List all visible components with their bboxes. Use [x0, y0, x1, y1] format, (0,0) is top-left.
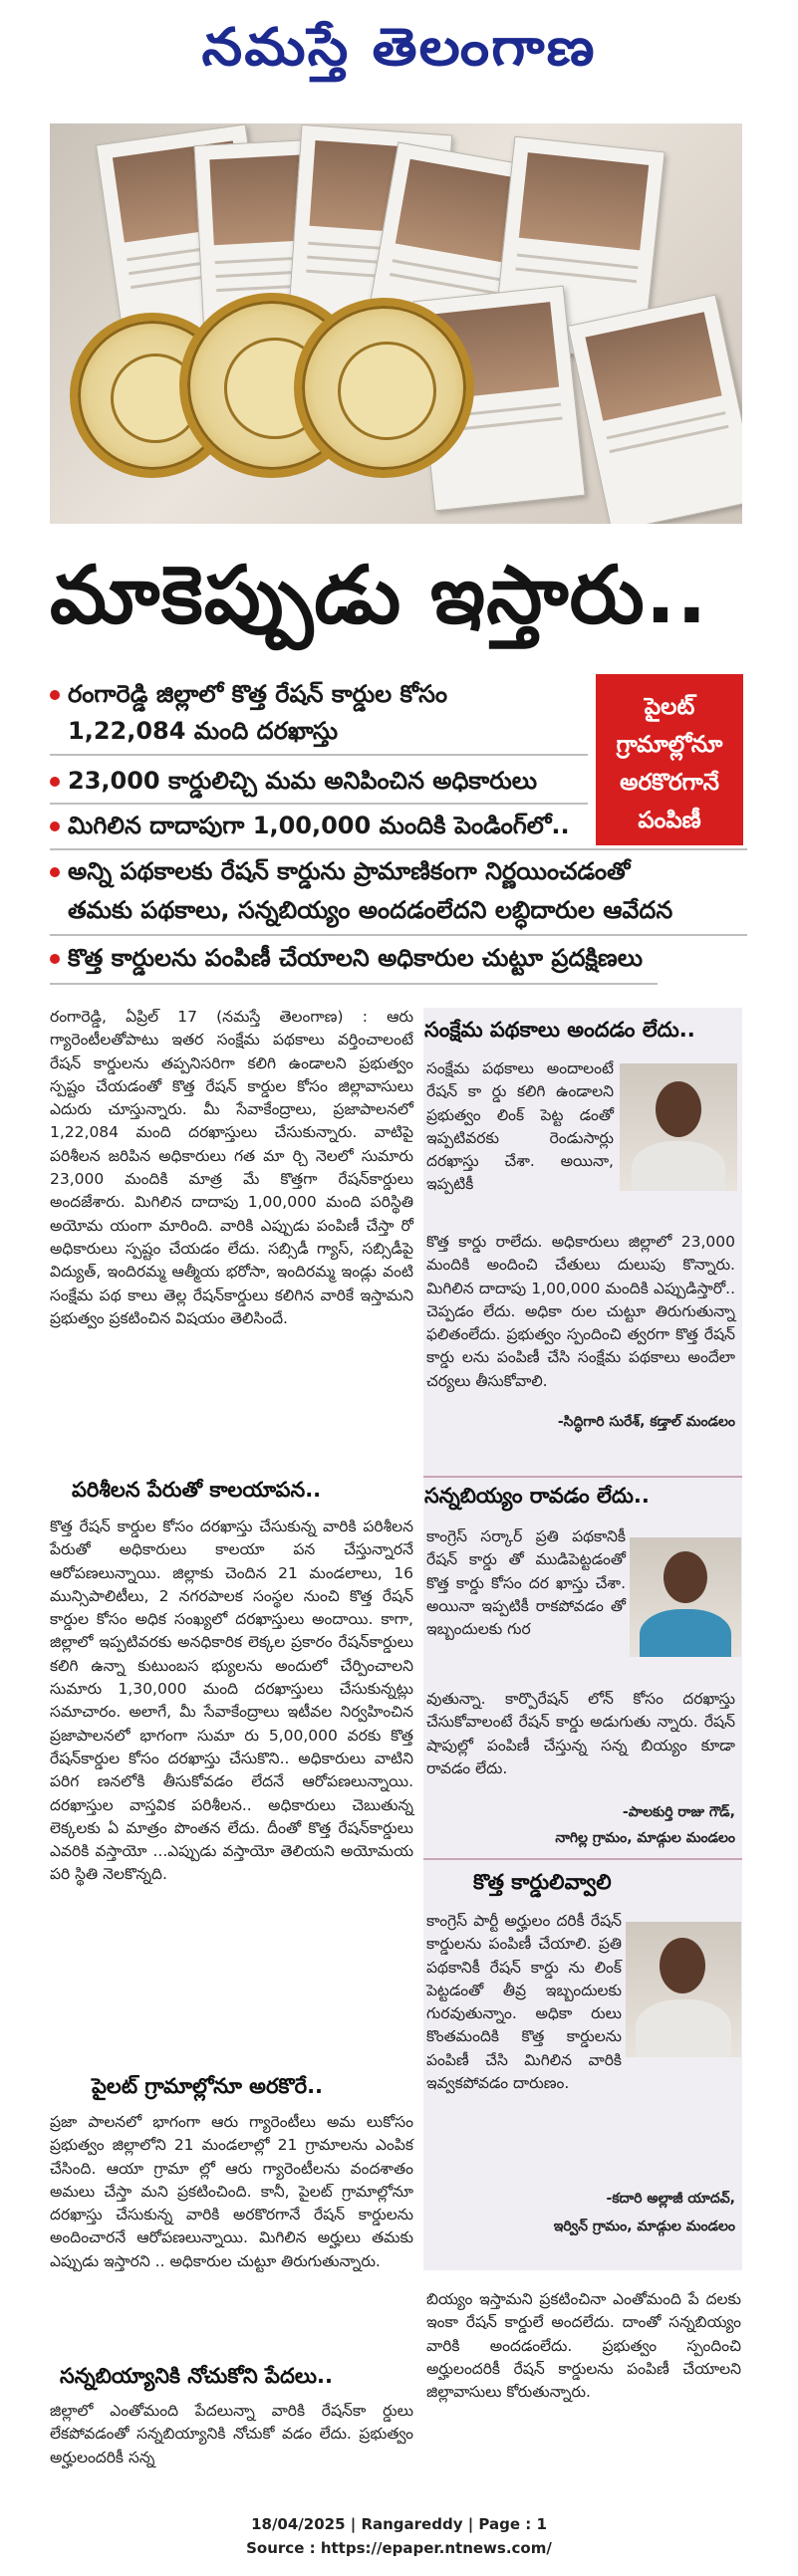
quote-signature: -కదారి అల్లాజీ యాదవ్,: [606, 2191, 735, 2207]
source-line: Source : https://epaper.ntnews.com/: [246, 2539, 552, 2557]
person-photo: [630, 1537, 741, 1657]
pilot-box-line: అరకొరగానే: [620, 770, 719, 796]
bullet-dot-icon: [50, 777, 60, 787]
article-paragraph: ప్రజా పాలనలో భాగంగా ఆరు గ్యారెంటీలు అమ లుకోసం ప్రభుత్వం జిల్లాలోని 21 మండలాల్లో 21 గ్రామాలను ఎంపిక చేసింది. ఆయా గ్రామా ల్లో ఆరు గ్యారెంటీలను వందశాతం అమలు చేస్తా మని ప్రకటించింది. కానీ, పైలట్ గ్రామాల్లోనూ దరఖాస్తు చేసుకున్న వారికి అరకొరగానే రేషన్ కార్డులను అందించారనే ఆరోపణలున్నాయి. మిగిలిన అర్హులు తమకు ఎప్పుడు ఇస్తారని .. అధికారుల చుట్టూ తిరుగుతున్నారు.: [50, 2113, 413, 2270]
bullet-item: మిగిలిన దాదాపుగా 1,00,000 మందికి పెండింగ్‌లో..: [50, 809, 570, 842]
sidebar-box-text: కాంగ్రెస్ పార్టీ అర్హులం దరికీ రేషన్ కార్డులను పంపిణీ చేయాలి. ప్రతి పథకానికీ రేషన్ కార్డు ను లింక్ పెట్టడంతో తీవ్ర ఇబ్బందులకు గురవుతున్నాం. అధికా రులు కొంతమందికి కొత్త కార్డులను పంపిణీ చేసి మిగిలిన వారికి ఇవ్వకపోవడం దారుణం.: [426, 1912, 622, 2093]
article-paragraph: రంగారెడ్డి, ఏప్రిల్ 17 (నమస్తే తెలంగాణ) : ఆరు గ్యారెంటీలతోపాటు ఇతర సంక్షేమ పథకాలు వర్తించాలంటే రేషన్ కార్డులను తప్పనిసరిగా కలిగి ఉండాలని ప్రభుత్వం స్పష్టం చేయడంతో కొత్త రేషన్ కార్డుల కోసం జిల్లావాసులు ఎదురు చూస్తున్నారు. మీ సేవాకేంద్రాలు, ప్రజాపాలనలో 1,22,084 మంది దరఖాస్తులు చేసుకున్నారు. వాటిపై పరిశీలన జరిపిన అధికారులు గత మా ర్చి నెలలో సుమారు 23,000 మందికి మాత్ర మే కొత్తగా రేషన్‌కార్డులు అందజేశారు. మిగిలిన దాదాపు 1,00,000 మంది పరిస్థితి అయోమ యంగా మారింది. వారికి ఎప్పుడు పంపిణీ చేస్తా రో అధికారులు స్పష్టం చేయడం లేదు. సబ్సిడీ గ్యాస్, సబ్సిడీపై విద్యుత్, ఇందిరమ్మ ఆత్మీయ భరోసా, ఇందిరమ్మ ఇండ్లు వంటి సంక్షేమ పథ కాలు తెల్ల రేషన్‌కార్డులు కలిగిన వారికే ఇస్తామని ప్రభుత్వం ప్రకటించిన విషయం తెలిసిందే.: [50, 1008, 413, 1327]
sidebar-box-text: సంక్షేమ పథకాలు అందాలంటే రేషన్ కా ర్డు కలిగి ఉండాలని ప్రభుత్వం లింక్ పెట్ట డంతో ఇప్పటివరకు రెండుసార్లు దరఖాస్తు చేశా. అయినా, ఇప్పటికీ: [426, 1059, 614, 1194]
pilot-villages-box: [596, 674, 743, 845]
bullet-dot-icon: [50, 690, 60, 700]
government-seal-icon: [294, 298, 474, 478]
bullet-item: రంగారెడ్డి జిల్లాలో కొత్త రేషన్ కార్డుల కోసం: [50, 677, 447, 711]
ration-card-image: [568, 295, 742, 524]
sidebar-box-text: కాంగ్రెస్ సర్కార్ ప్రతి పథకానికీ రేషన్ కార్డు తో ముడిపెట్టడంతో కొత్త కార్డు కోసం దర ఖాస్తు చేశా. అయినా ఇప్పటికీ రాకపోవడం తో ఇబ్బందులకు గుర: [426, 1527, 626, 1639]
newspaper-logo: నమస్తే తెలంగాణ: [201, 16, 597, 78]
sidebar-box-title: కొత్త కార్డులివ్వాలి: [473, 1870, 612, 1894]
divider: [50, 848, 747, 850]
divider: [423, 1858, 742, 1860]
article-paragraph: కొత్త రేషన్ కార్డుల కోసం దరఖాస్తు చేసుకున్న వారికి పరిశీలన పేరుతో అధికారులు కాలయా పన చేస్తున్నారనే ఆరోపణలున్నాయి. జిల్లాకు చెందిన 21 మండలాలు, 16 మున్సిపాలిటీలు, 2 నగరపాలక సంస్థల నుంచి కొత్త రేషన్ కార్డుల కోసం అధిక సంఖ్యలో దరఖాస్తులు అందాయి. కాగా, జిల్లాలో ఇప్పటివరకు అనధికారిక లెక్కల ప్రకారం రేషన్‌కార్డులు కలిగి ఉన్నా కుటుంబస భ్యులను అందులో చేర్పించాలని సుమారు 1,30,000 మంది దరఖాస్తులు చేసుకున్నట్లు సమాచారం. అలాగే, మీ సేవాకేంద్రాలు ఇటీవల నిర్వహించిన ప్రజాపాలనలో భాగంగా సుమా రు 5,00,000 వరకు కొత్త రేషన్‌కార్డుల కోసం దరఖాస్తు చేసుకొని.. అధికారులు వాటిని పరిగ ణనలోకి తీసుకోవడం లేదనే ఆరోపణలున్నాయి. దరఖాస్తుల వాస్తవిక పరిశీలన.. అధికారులు చెబుతున్న లెక్కలకు ఏ మాత్రం పొంతన లేదు. దీంతో కొత్త రేషన్‌కార్డులు ఎవరికి వస్తాయో ...ఎప్పుడు వస్తాయో తెలియని అయోమయ పరి స్థితి నెలకొన్నది.: [50, 1518, 413, 1884]
pilot-box-line: గ్రామాల్లోనూ: [616, 732, 723, 758]
bullet-dot-icon: [50, 821, 60, 831]
quote-place: ఇర్విన్ గ్రామం, మాడ్గుల మండలం: [553, 2219, 735, 2234]
article-subheading: పైలట్ గ్రామాల్లోనూ అరకొరే..: [92, 2074, 324, 2098]
bullet-item: తమకు పథకాలు, సన్నబియ్యం అందడంలేదని లబ్ధిదారుల ఆవేదన: [68, 896, 673, 924]
page-info: 18/04/2025 | Rangareddy | Page : 1: [251, 2515, 547, 2533]
divider: [50, 754, 588, 756]
article-subheading: పరిశీలన పేరుతో కాలయాపన..: [72, 1478, 322, 1502]
bullet-item: అన్ని పథకాలకు రేషన్ కార్డును ప్రామాణికంగా నిర్ణయించడంతో: [50, 854, 630, 888]
article-paragraph: బియ్యం ఇస్తామని ప్రకటించినా ఎంతోమంది పే దలకు ఇంకా రేషన్ కార్డులే అందలేదు. దాంతో సన్నబియ్యం వారికి అందడంలేదు. ప్రభుత్వం స్పందించి అర్హులందరికీ రేషన్ కార్డులను పంపిణీ చేయాలని జిల్లావాసులు కోరుతున్నారు.: [426, 2290, 741, 2402]
divider: [50, 983, 658, 985]
bullet-item: 1,22,084 మంది దరఖాస్తు: [68, 717, 339, 745]
pilot-box-line: పైలట్: [644, 694, 695, 720]
sidebar-box-text: వుతున్నా. కార్పొరేషన్ లోన్ కోసం దరఖాస్తు చేసుకోవాలంటే రేషన్ కార్డు అడుగుతు న్నారు. రేషన్ షాపుల్లో పంపిణీ చేస్తున్న సన్న బియ్యం కూడా రావడం లేదు.: [426, 1690, 735, 1777]
sidebar-box-title: సంక్షేమ పథకాలు అందడం లేదు..: [424, 1018, 695, 1042]
pilot-box-line: పంపిణీ: [638, 808, 701, 833]
bullet-dot-icon: [50, 954, 60, 964]
quote-place: నాగిల్ల గ్రామం, మాడ్గుల మండలం: [555, 1830, 735, 1846]
masthead: [0, 0, 798, 117]
ration-cards-photo: [50, 123, 742, 524]
bullet-item: 23,000 కార్డులిచ్చి మమ అనిపించిన అధికారులు: [50, 764, 537, 798]
sidebar-box-title: సన్నబియ్యం రావడం లేదు..: [424, 1484, 650, 1508]
bullet-item: కొత్త కార్డులను పంపిణీ చేయాలని అధికారుల చుట్టూ ప్రదక్షిణలు: [50, 941, 643, 975]
sidebar-box-text: కొత్త కార్డు రాలేదు. అధికారులు జిల్లాలో 23,000 మందికి అందించి చేతులు దులుపు కొన్నారు. మిగిలిన దాదాపు 1,00,000 మందికి ఎప్పుడిస్తారో.. చెప్పడం లేదు. అధికా రుల చుట్టూ తిరుగుతున్నా ఫలితంలేదు. ప్రభుత్వం స్పందించి త్వరగా కొత్త రేషన్ కార్డు లను పంపిణీ చేసి సంక్షేమ పథకాలు అందేలా చర్యలు తీసుకోవాలి.: [426, 1233, 735, 1390]
article-paragraph: జిల్లాలో ఎంతోమంది పేదలున్నా వారికి రేషన్‌కా ర్డులు లేకపోవడంతో సన్నబియ్యానికి నోచుకో వడం లేదు. ప్రభుత్వం అర్హులందరికీ సన్న: [50, 2402, 413, 2466]
article-subheading: సన్నబియ్యానికి నోచుకోని పేదలు..: [60, 2364, 333, 2388]
quote-signature: -పాలకుర్తి రాజు గౌడ్,: [622, 1804, 735, 1820]
bullet-dot-icon: [50, 867, 60, 877]
divider: [423, 1476, 742, 1478]
divider: [50, 934, 747, 936]
person-photo: [626, 1922, 741, 2057]
person-photo: [620, 1063, 737, 1191]
headline: మాకెప్పుడు ఇస్తారు..: [50, 549, 708, 641]
divider: [50, 803, 588, 805]
quote-signature: -సిద్ధిగారి సురేశ్, కడ్తాల్ మండలం: [557, 1414, 735, 1430]
